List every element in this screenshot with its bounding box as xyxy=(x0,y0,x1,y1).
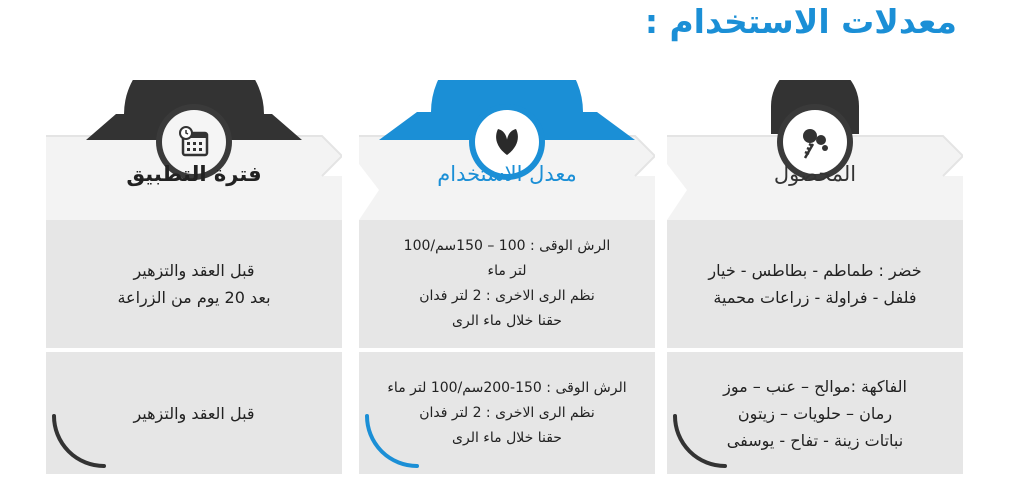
period-1-line-1: قبل العقد والتزهير xyxy=(133,261,255,280)
crop-fruit-line-1: الفاكهة :موالح – عنب – موز xyxy=(723,376,907,396)
rate-corner-arc xyxy=(363,412,423,472)
period-corner-arc xyxy=(50,412,110,472)
crop-column xyxy=(667,80,963,476)
period-column xyxy=(46,80,342,476)
crop-header: المحصول xyxy=(773,162,857,186)
crop-fruit-line-3: نباتات زينة - تفاح - يوسفى xyxy=(726,430,904,450)
period-1-line-2: بعد 20 يوم من الزراعة xyxy=(117,288,271,307)
crop-fruit-line-2: رمان – حلويات – زيتون xyxy=(737,403,893,423)
rate-1-line-2: لتر ماء xyxy=(487,263,527,279)
rate-1-line-3: نظم الرى الاخرى : 2 لتر فدان xyxy=(419,288,595,304)
rate-column xyxy=(359,80,655,476)
crop-row-vegetables xyxy=(667,220,963,348)
period-row-1 xyxy=(46,220,342,348)
rate-header: معدل الاستخدام xyxy=(437,162,577,186)
period-2-line-1: قبل العقد والتزهير xyxy=(133,403,255,423)
crop-corner-arc xyxy=(671,412,731,472)
rate-1-line-1: الرش الوقى : 100 – 150سم/100 xyxy=(403,238,611,254)
crop-veg-line-2: فلفل - فراولة - زراعات محمية xyxy=(713,288,917,307)
rate-2-line-2: نظم الرى الاخرى : 2 لتر فدان xyxy=(419,404,595,421)
crop-veg-line-1: خضر : طماطم - بطاطس - خيار xyxy=(708,261,922,280)
rate-2-line-1: الرش الوقى : 150-200سم/100 لتر ماء xyxy=(387,379,627,396)
page-title: معدلات الاستخدام : xyxy=(644,2,957,41)
period-header: فترة التطبيق xyxy=(126,162,262,186)
rate-row-1 xyxy=(359,220,655,348)
rate-1-line-4: حقنا خلال ماء الرى xyxy=(452,313,562,329)
rate-2-line-3: حقنا خلال ماء الرى xyxy=(452,429,562,446)
